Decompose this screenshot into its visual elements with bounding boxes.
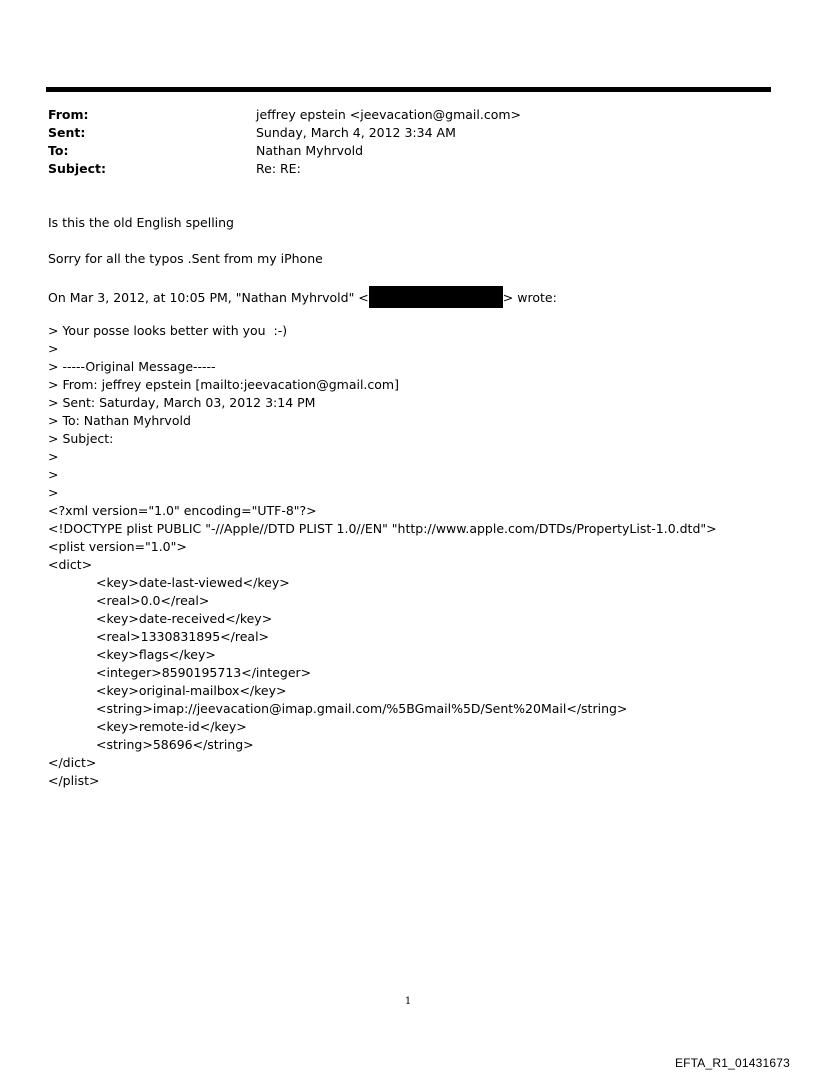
xml-line: <key>original-mailbox</key> <box>96 683 287 698</box>
xml-line: </plist> <box>48 773 100 788</box>
quoted-line: > To: Nathan Myhrvold <box>48 413 191 428</box>
xml-line: <dict> <box>48 557 93 572</box>
sent-value: Sunday, March 4, 2012 3:34 AM <box>256 125 456 140</box>
document-id: EFTA_R1_01431673 <box>674 1056 790 1070</box>
wrote-prefix: On Mar 3, 2012, at 10:05 PM, "Nathan Myhrvold" < <box>48 290 369 305</box>
subject-label: Subject: <box>48 161 106 176</box>
xml-block <box>48 502 768 790</box>
to-value: Nathan Myhrvold <box>256 143 364 158</box>
page-number: 1 <box>404 996 412 1007</box>
xml-line: <string>imap://jeevacation@imap.gmail.com/%5BGmail%5D/Sent%20Mail</string> <box>96 701 628 716</box>
body-line-1: Is this the old English spelling <box>48 215 234 230</box>
xml-line: <key>remote-id</key> <box>96 719 247 734</box>
xml-line: <real>0.0</real> <box>96 593 210 608</box>
quoted-line: > Subject: <box>48 431 114 446</box>
wrote-suffix: > wrote: <box>502 290 557 305</box>
quoted-line: > <box>48 467 59 482</box>
xml-line: <!DOCTYPE plist PUBLIC "-//Apple//DTD PLIST 1.0//EN" "http://www.apple.com/DTDs/PropertyList-1.0.dtd"> <box>48 521 717 536</box>
subject-value: Re: RE: <box>256 161 301 176</box>
quoted-line: > Your posse looks better with you :-) <box>48 323 288 338</box>
from-row <box>48 106 768 124</box>
xml-line: <integer>8590195713</integer> <box>96 665 312 680</box>
xml-line: <key>date-received</key> <box>96 611 273 626</box>
redaction-box <box>369 286 503 308</box>
xml-line: <key>flags</key> <box>96 647 216 662</box>
email-header <box>48 106 768 178</box>
xml-line: <string>58696</string> <box>96 737 254 752</box>
to-label: To: <box>48 143 69 158</box>
wrote-line <box>48 286 768 304</box>
body-line-2: Sorry for all the typos .Sent from my iPhone <box>48 251 323 266</box>
to-row <box>48 142 768 160</box>
sent-row <box>48 124 768 142</box>
email-body <box>48 214 768 790</box>
sent-label: Sent: <box>48 125 86 140</box>
quoted-line: > -----Original Message----- <box>48 359 216 374</box>
xml-line: <key>date-last-viewed</key> <box>96 575 290 590</box>
quoted-line: > <box>48 341 59 356</box>
quoted-line: > Sent: Saturday, March 03, 2012 3:14 PM <box>48 395 316 410</box>
quoted-line: > <box>48 485 59 500</box>
xml-line: </dict> <box>48 755 97 770</box>
from-label: From: <box>48 107 89 122</box>
quoted-line: > <box>48 449 59 464</box>
xml-line: <real>1330831895</real> <box>96 629 270 644</box>
xml-line: <plist version="1.0"> <box>48 539 187 554</box>
xml-line: <?xml version="1.0" encoding="UTF-8"?> <box>48 503 317 518</box>
from-value: jeffrey epstein <jeevacation@gmail.com> <box>256 107 522 122</box>
quoted-block <box>48 322 768 502</box>
top-divider <box>46 87 771 92</box>
quoted-line: > From: jeffrey epstein [mailto:jeevacation@gmail.com] <box>48 377 399 392</box>
subject-row <box>48 160 768 178</box>
